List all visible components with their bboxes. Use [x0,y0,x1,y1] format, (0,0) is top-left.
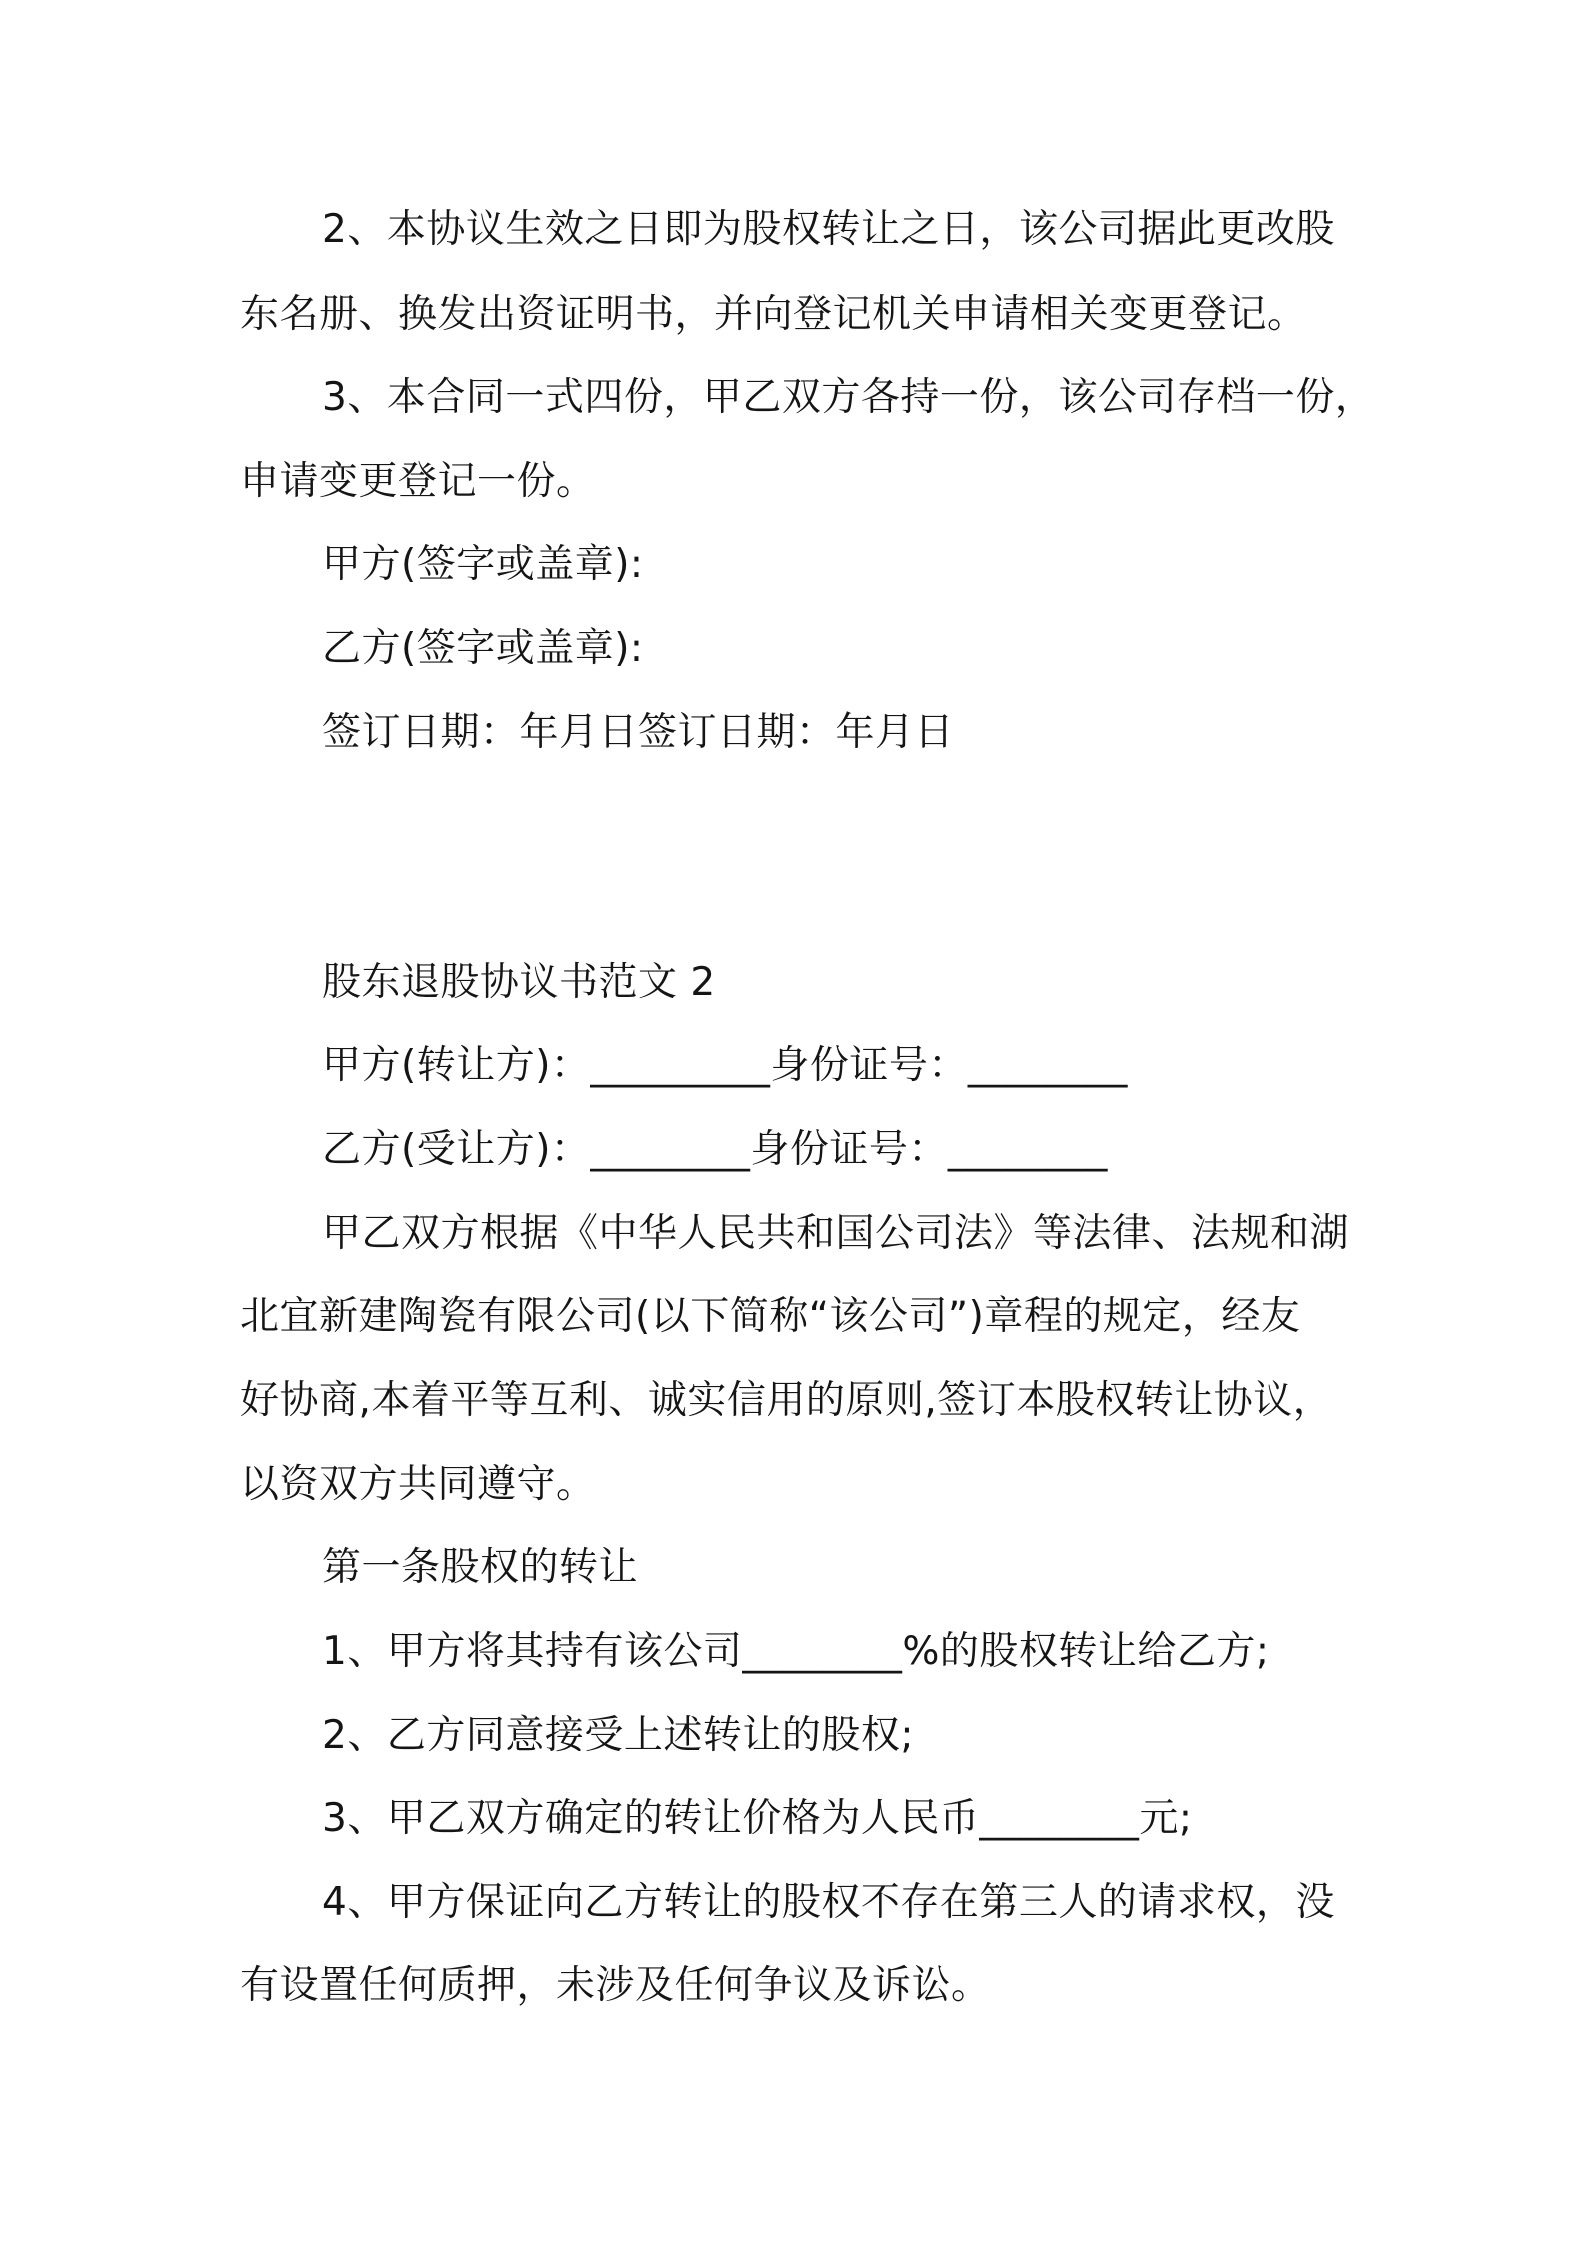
paragraph-clause-3-line-2: 申请变更登记一份。 [240,459,596,504]
preamble-line-2: 北宜新建陶瓷有限公司(以下简称“该公司”)章程的规定，经友 [240,1294,1301,1339]
paragraph-clause-3-line-1: 3、本合同一式四份，甲乙双方各持一份，该公司存档一份， [322,375,1375,420]
article-one-item-2: 2、乙方同意接受上述转让的股权; [322,1713,914,1758]
paragraph-clause-2-line-2: 东名册、换发出资证明书，并向登记机关申请相关变更登记。 [240,292,1307,337]
party-b-signature-line: 乙方(签字或盖章): [322,626,644,671]
article-one-item-1: 1、甲方将其持有该公司________%的股权转让给乙方; [322,1629,1270,1674]
article-one-item-4-line-2: 有设置任何质押，未涉及任何争议及诉讼。 [240,1963,991,2008]
signing-date-line: 签订日期：年月日签订日期：年月日 [322,710,955,755]
article-one-item-4-line-1: 4、甲方保证向乙方转让的股权不存在第三人的请求权，没 [322,1880,1335,1925]
preamble-line-3: 好协商,本着平等互利、诚实信用的原则,签订本股权转让协议， [240,1378,1333,1423]
article-one-item-3: 3、甲乙双方确定的转让价格为人民币________元; [322,1796,1193,1841]
party-a-transferor-line: 甲方(转让方)：_________身份证号：________ [322,1043,1128,1088]
article-one-heading: 第一条股权的转让 [322,1545,639,1590]
party-a-signature-line: 甲方(签字或盖章): [322,542,644,587]
preamble-line-4: 以资双方共同遵守。 [240,1462,596,1507]
paragraph-clause-2-line-1: 2、本协议生效之日即为股权转让之日，该公司据此更改股 [322,207,1335,252]
party-b-transferee-line: 乙方(受让方)：________身份证号：________ [322,1127,1108,1172]
section-heading: 股东退股协议书范文 2 [322,960,716,1005]
preamble-line-1: 甲乙双方根据《中华人民共和国公司法》等法律、法规和湖 [322,1211,1350,1256]
